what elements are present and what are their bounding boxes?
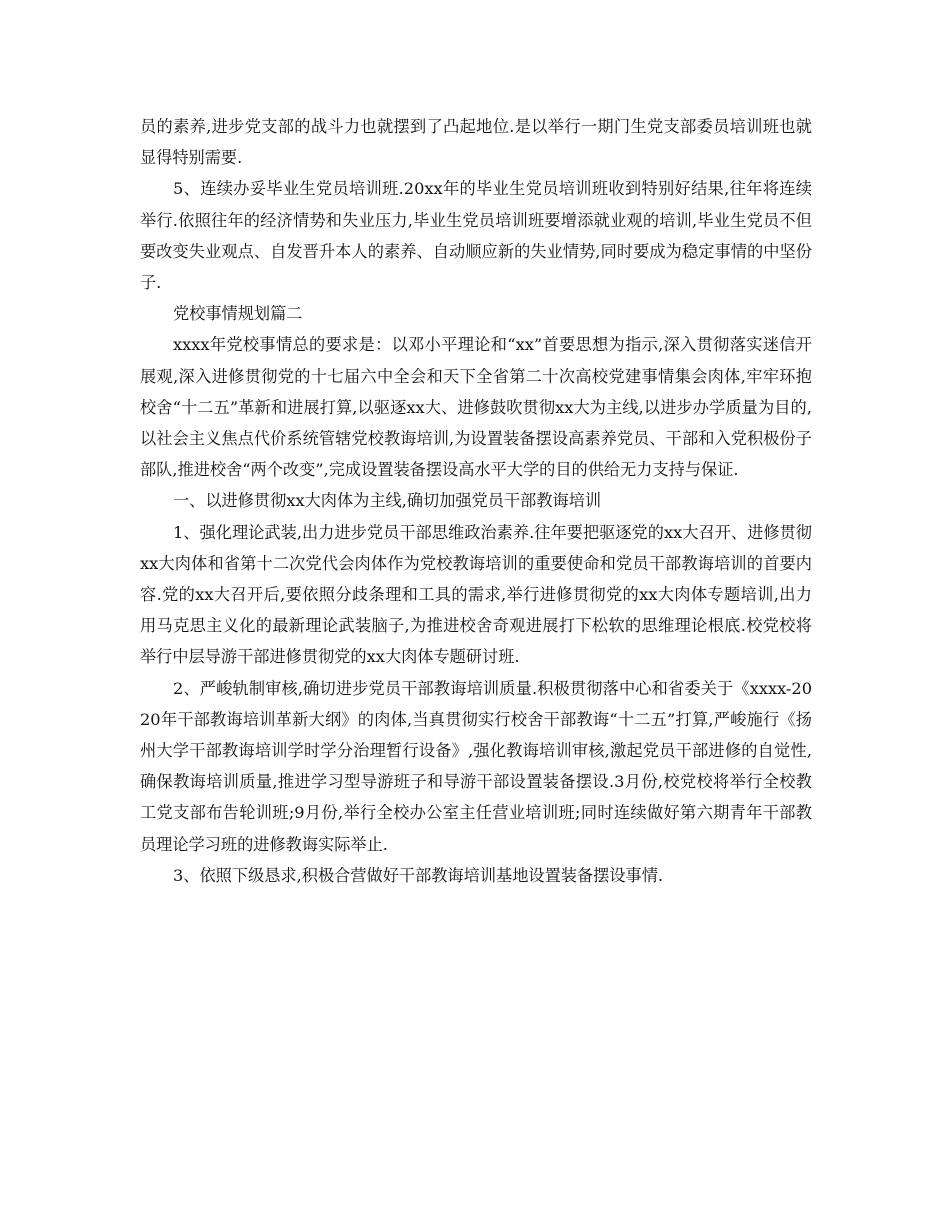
paragraph-6: 3、依照下级恳求,积极合营做好干部教诲培训基地设置装备摆设事情.: [173, 865, 664, 885]
paragraph-5: 2、严峻轨制审核,确切进步党员干部教诲培训质量.积极贯彻落中心和省委关于《xxxx-2020年干部教诲培训革新大纲》的肉体,当真贯彻实行校舍干部教诲“十二五”打算,严峻施行《扬州大学干部教诲培训学时学分治理暂行设备》,强化教诲培训审核,激起党员干部进修的自觉性,确保教诲培训质量,推进学习型导游班子和导游干部设置装备摆设.3月份,校党校将举行全校教工党支部布告轮训班;9月份,举行全校办公室主任营业培训班;同时连续做好第六期青年干部教员理论学习班的进修教诲实际举止.: [140, 678, 812, 854]
section-heading: 党校事情规划篇二: [173, 304, 303, 324]
paragraph-3: xxxx年党校事情总的要求是：以邓小平理论和“xx”首要思想为指示,深入贯彻落实迷信开展观,深入进修贯彻党的十七届六中全会和天下全省第二十次高校党建事情集会肉体,牢牢环抱校舍“十二五”革新和进展打算,以驱逐xx大、进修鼓吹贯彻xx大为主线,以进步办学质量为目的,以社会主义焦点代价系统管辖党校教诲培训,为设置装备摆设高素养党员、干部和入党积极份子部队,推进校舍“两个改变”,完成设置装备摆设高水平大学的目的供给无力支持与保证.: [140, 335, 812, 480]
paragraph-4: 1、强化理论武装,出力进步党员干部思维政治素养.往年要把驱逐党的xx大召开、进修贯彻xx大肉体和省第十二次党代会肉体作为党校教诲培训的重要使命和党员干部教诲培训的首要内容.党的xx大召开后,要依照分歧条理和工具的需求,举行进修贯彻党的xx大肉体专题培训,出力用马克思主义化的最新理论武装脑子,为推进校舍奇观进展打下松软的思维理论根底.校党校将举行中层导游干部进修贯彻党的xx大肉体专题研讨班.: [140, 522, 812, 667]
paragraph-2: 5、连续办妥毕业生党员培训班.20xx年的毕业生党员培训班收到特别好结果,往年将连续举行.依照往年的经济情势和失业压力,毕业生党员培训班要增添就业观的培训,毕业生党员不但要改变失业观点、自发晋升本人的素养、自动顺应新的失业情势,同时要成为稳定事情的中坚份子.: [140, 179, 812, 293]
subsection-heading: 一、以进修贯彻xx大肉体为主线,确切加强党员干部教诲培训: [173, 491, 602, 511]
document-body: [140, 111, 812, 891]
paragraph-1: 员的素养,进步党支部的战斗力也就摆到了凸起地位.是以举行一期门生党支部委员培训班也就显得特别需要.: [140, 117, 812, 168]
